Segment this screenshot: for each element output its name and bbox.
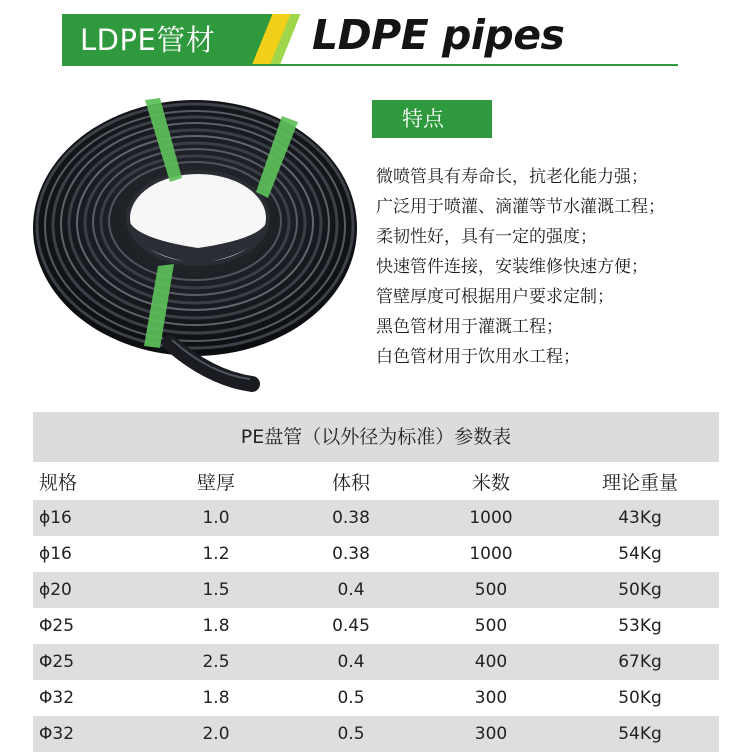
cell-volume: 0.5 [281,716,421,752]
col-header-wall: 壁厚 [196,471,235,494]
spec-table [33,412,719,752]
header-title-en: LDPE pipes [312,11,565,59]
feature-item: 快速管件连接，安装维修快速方便； [376,257,648,277]
cell-volume: 0.4 [281,572,421,608]
cell-wall: 1.8 [202,688,230,708]
cell-meters: 1000 [469,544,513,564]
feature-item: 管壁厚度可根据用户要求定制； [376,287,614,307]
cell-wall: 1.5 [151,572,281,608]
cell-spec: Φ32 [39,688,75,708]
cell-volume: 0.38 [332,544,370,564]
feature-tag: 特点 [372,100,492,138]
cell-weight: 50Kg [618,688,662,708]
cell-weight: 53Kg [618,616,662,636]
feature-item: 微喷管具有寿命长，抗老化能力强； [376,167,648,187]
cell-spec: Φ25 [39,616,75,636]
cell-spec: ϕ16 [33,500,151,536]
cell-meters: 400 [421,644,561,680]
cell-volume: 0.4 [281,644,421,680]
cell-meters: 1000 [421,500,561,536]
table-row [33,716,719,752]
cell-spec: ϕ16 [39,544,72,564]
feature-item: 柔韧性好，具有一定的强度； [376,227,597,247]
col-header-spec: 规格 [39,471,78,494]
cell-weight: 54Kg [618,544,662,564]
cell-spec: Φ32 [33,716,151,752]
col-header-meters: 米数 [471,471,510,494]
col-header-volume: 体积 [331,471,370,494]
cell-volume: 0.45 [332,616,370,636]
table-header-row [33,462,719,500]
table-row [33,680,719,716]
cell-volume: 0.5 [337,688,365,708]
cell-weight: 43Kg [561,500,719,536]
cell-wall: 1.8 [202,616,230,636]
cell-meters: 500 [421,572,561,608]
spec-table-grid [33,462,719,752]
cell-wall: 2.0 [151,716,281,752]
table-row [33,500,719,536]
table-row [33,608,719,644]
header-title-cn: LDPE管材 [80,23,216,57]
cell-spec: Φ25 [33,644,151,680]
cell-wall: 2.5 [151,644,281,680]
pipe-coil-image [20,78,365,408]
cell-meters: 300 [474,688,508,708]
cell-wall: 1.2 [202,544,230,564]
cell-volume: 0.38 [281,500,421,536]
cell-wall: 1.0 [151,500,281,536]
header-underline [62,64,678,66]
table-row [33,536,719,572]
cell-meters: 300 [421,716,561,752]
feature-item: 广泛用于喷灌、滴灌等节水灌溉工程； [376,197,665,217]
cell-meters: 500 [474,616,508,636]
feature-item: 白色管材用于饮用水工程； [376,347,580,367]
table-caption: PE盘管（以外径为标准）参数表 [33,412,719,462]
table-row [33,572,719,608]
table-row [33,644,719,680]
cell-weight: 54Kg [561,716,719,752]
cell-weight: 67Kg [561,644,719,680]
col-header-weight: 理论重量 [601,471,678,494]
cell-weight: 50Kg [561,572,719,608]
feature-list [376,162,665,372]
feature-item: 黑色管材用于灌溉工程； [376,317,563,337]
cell-spec: ϕ20 [33,572,151,608]
